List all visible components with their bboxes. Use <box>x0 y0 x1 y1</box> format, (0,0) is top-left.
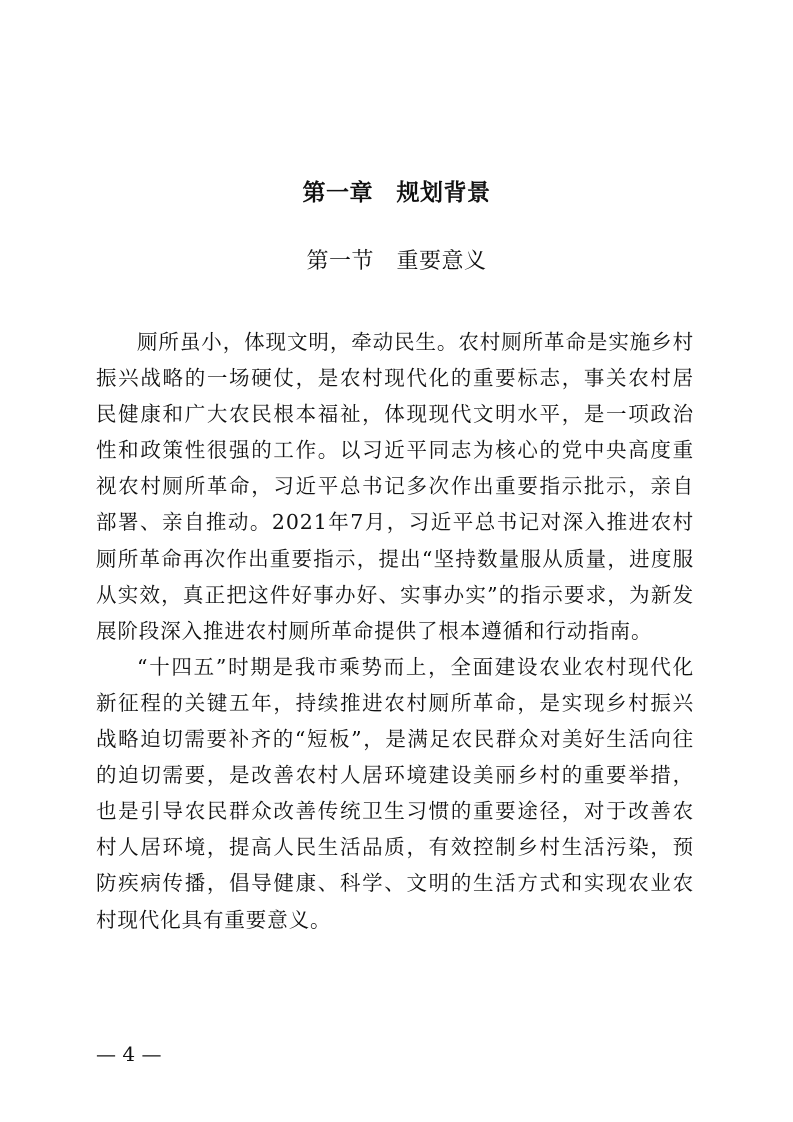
chapter-title: 第一章 规划背景 <box>302 180 491 206</box>
paragraph: “十四五”时期是我市乘势而上，全面建设农业农村现代化新征程的关键五年，持续推进农村厕所革命，是实现乡村振兴战略迫切需要补齐的“短板”，是满足农民群众对美好生活向往的迫切需要，是改善农村人居环境建设美丽乡村的重要举措，也是引导农民群众改善传统卫生习惯的重要途径，对于改善农村人居环境，提高人民生活品质，有效控制乡村生活污染，预防疾病传播，倡导健康、科学、文明的生活方式和实现农业农村现代化具有重要意义。 <box>96 654 694 932</box>
body-text <box>96 324 694 938</box>
section-title: 第一节 重要意义 <box>306 249 487 274</box>
paragraph: 厕所虽小，体现文明，牵动民生。农村厕所革命是实施乡村振兴战略的一场硬仗，是农村现代化的重要标志，事关农村居民健康和广大农民根本福祉，体现现代文明水平，是一项政治性和政策性很强的工作。以习近平同志为核心的党中央高度重视农村厕所革命，习近平总书记多次作出重要指示批示，亲自部署、亲自推动。2021年7月，习近平总书记对深入推进农村厕所革命再次作出重要指示，提出“坚持数量服从质量，进度服从实效，真正把这件好事办好、实事办实”的指示要求，为新发展阶段深入推进农村厕所革命提供了根本遵循和行动指南。 <box>96 330 694 643</box>
page-number: — 4 — <box>96 1042 162 1066</box>
